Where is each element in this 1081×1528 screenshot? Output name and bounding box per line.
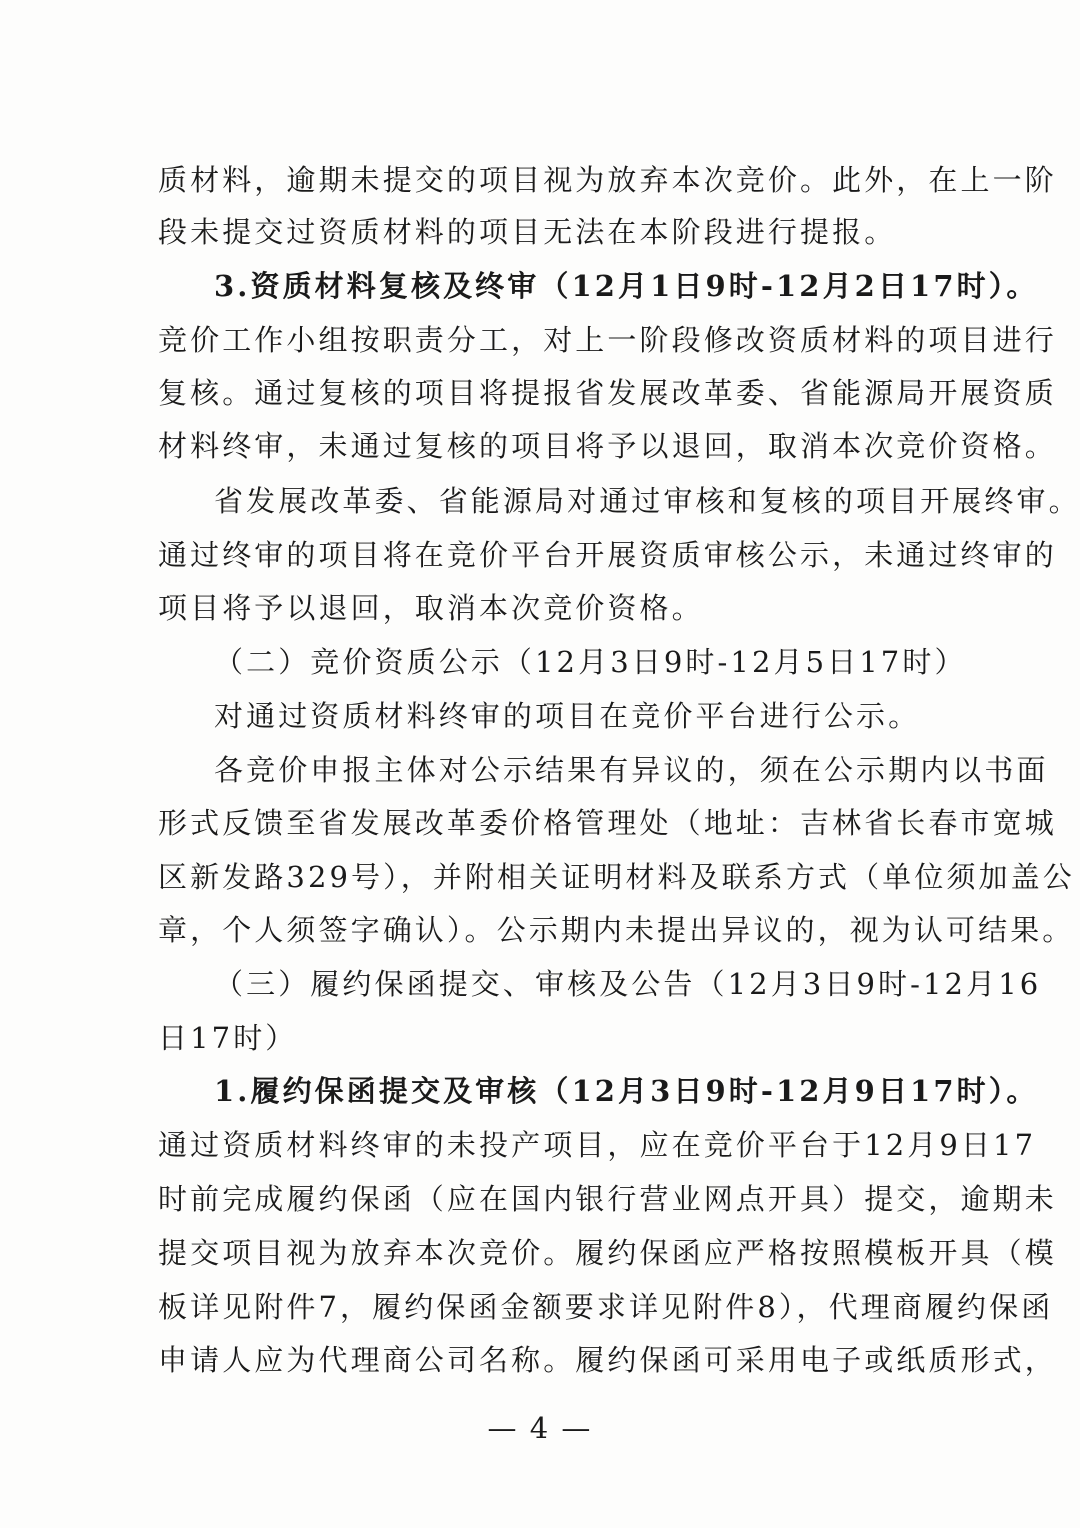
text-line-17: 日17时） xyxy=(158,1021,298,1055)
text-line-4: 竞价工作小组按职责分工，对上一阶段修改资质材料的项目进行 xyxy=(158,323,1057,357)
text-line-12: 各竞价申报主体对公示结果有异议的，须在公示期内以书面 xyxy=(214,753,1049,787)
section-heading-2: （二）竞价资质公示（12月3日9时-12月5日17时） xyxy=(214,645,967,679)
text-line-7: 省发展改革委、省能源局对通过审核和复核的项目开展终审。 xyxy=(214,484,1081,518)
text-line-21: 提交项目视为放弃本次竞价。履约保函应严格按照模板开具（模 xyxy=(158,1236,1057,1270)
section-heading-1-guarantee: 1.履约保函提交及审核（12月3日9时-12月9日17时）。 xyxy=(214,1074,1039,1108)
text-line-23: 申请人应为代理商公司名称。履约保函可采用电子或纸质形式， xyxy=(158,1343,1057,1377)
text-line-20: 时前完成履约保函（应在国内银行营业网点开具）提交，逾期未 xyxy=(158,1182,1057,1216)
text-line-14: 区新发路329号），并附相关证明材料及联系方式（单位须加盖公 xyxy=(158,860,1075,894)
text-line-9: 项目将予以退回，取消本次竞价资格。 xyxy=(158,591,704,625)
text-line-13: 形式反馈至省发展改革委价格管理处（地址：吉林省长春市宽城 xyxy=(158,806,1057,840)
text-line-15: 章，个人须签字确认）。公示期内未提出异议的，视为认可结果。 xyxy=(158,913,1075,947)
text-line-1: 质材料，逾期未提交的项目视为放弃本次竞价。此外，在上一阶 xyxy=(158,163,1057,197)
text-line-2: 段未提交过资质材料的项目无法在本阶段进行提报。 xyxy=(158,215,897,249)
text-line-11: 对通过资质材料终审的项目在竞价平台进行公示。 xyxy=(214,699,921,733)
text-line-5: 复核。通过复核的项目将提报省发展改革委、省能源局开展资质 xyxy=(158,376,1057,410)
text-line-6: 材料终审，未通过复核的项目将予以退回，取消本次竞价资格。 xyxy=(158,429,1057,463)
text-line-19: 通过资质材料终审的未投产项目，应在竞价平台于12月9日17 xyxy=(158,1128,1037,1162)
section-heading-3-bracket: （三）履约保函提交、审核及公告（12月3日9时-12月16 xyxy=(214,967,1042,1001)
section-heading-3: 3.资质材料复核及终审（12月1日9时-12月2日17时）。 xyxy=(214,269,1039,303)
page-number: — 4 — xyxy=(487,1411,593,1445)
text-line-8: 通过终审的项目将在竞价平台开展资质审核公示，未通过终审的 xyxy=(158,538,1057,572)
text-line-22: 板详见附件7，履约保函金额要求详见附件8），代理商履约保函 xyxy=(158,1290,1054,1324)
